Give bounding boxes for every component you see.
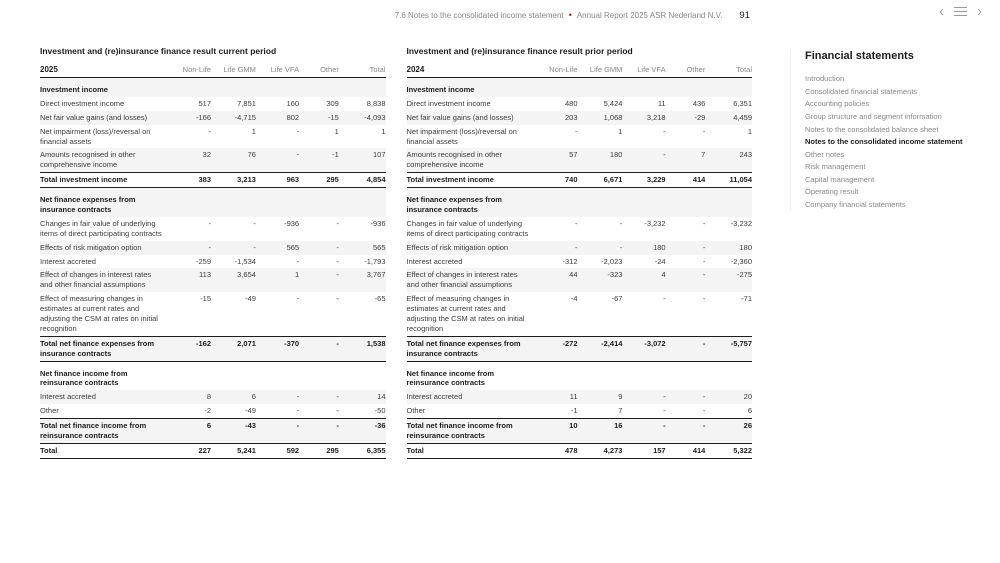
- cell-value: 11: [569, 392, 578, 402]
- cell-value: 802: [286, 112, 300, 122]
- cell-value: -2,414: [578, 336, 623, 361]
- cell-value: -1: [570, 406, 578, 416]
- column-header: Life VFA: [256, 63, 299, 78]
- cell-value: -4: [570, 294, 578, 304]
- cell-value: -: [256, 419, 299, 444]
- cell-value: 9: [618, 392, 623, 402]
- breadcrumb-report: Annual Report 2025 ASR Nederland N.V.: [576, 11, 723, 20]
- cell-value: -: [296, 126, 300, 136]
- cell-value: -2: [204, 406, 212, 416]
- table-row: [407, 125, 753, 149]
- cell-value: -: [253, 218, 256, 228]
- cell-value: -: [299, 336, 339, 361]
- row-label: Net fair value gains (and losses): [40, 112, 148, 122]
- cell-value: 414: [666, 173, 706, 188]
- column-header: Non-Life: [168, 63, 211, 78]
- total-row: [40, 443, 386, 458]
- cell-value: [211, 78, 256, 97]
- cell-value: -: [208, 218, 212, 228]
- cell-value: -: [336, 270, 339, 280]
- row-label: Total: [407, 443, 535, 458]
- cell-value: -: [336, 294, 339, 304]
- sidebar-item-accounting-policies[interactable]: Accounting policies: [805, 99, 870, 109]
- cell-value: 11,054: [705, 173, 752, 188]
- cell-value: -: [702, 126, 706, 136]
- cell-value: 963: [256, 173, 299, 188]
- cell-value: [168, 78, 211, 97]
- cell-value: 14: [377, 392, 386, 402]
- cell-value: -162: [168, 336, 211, 361]
- page-number: 91: [739, 10, 750, 21]
- row-label: Total: [40, 443, 168, 458]
- row-label: Changes in fair value of underlying items of direct participating contracts: [40, 218, 162, 238]
- column-header: Life VFA: [622, 63, 665, 78]
- cell-value: -: [666, 336, 706, 361]
- cell-value: -: [336, 242, 339, 252]
- cell-value: 32: [202, 150, 212, 160]
- financial-table: [40, 63, 386, 459]
- cell-value: -: [663, 392, 666, 402]
- cell-value: -370: [256, 336, 299, 361]
- cell-value: -49: [245, 294, 256, 304]
- cell-value: 26: [705, 419, 752, 444]
- cell-value: [622, 361, 665, 390]
- cell-value: 180: [739, 242, 752, 252]
- cell-value: -: [575, 126, 578, 136]
- cell-value: [299, 78, 339, 97]
- cell-value: -3,232: [730, 218, 752, 228]
- row-label: Total net finance expenses from insurance contracts: [40, 336, 168, 361]
- cell-value: -: [296, 150, 300, 160]
- cell-value: 10: [534, 419, 577, 444]
- row-label: Net finance income from reinsurance contracts: [406, 368, 495, 388]
- cell-value: 1: [294, 270, 300, 280]
- cell-value: 7,851: [237, 98, 256, 108]
- cell-value: -: [666, 419, 706, 444]
- cell-value: [666, 361, 706, 390]
- cell-value: 1: [251, 126, 256, 136]
- cell-value: -15: [327, 112, 339, 122]
- cell-value: 160: [286, 98, 300, 108]
- row-label: Investment income: [406, 85, 475, 94]
- table-row: [40, 404, 386, 418]
- row-label: Effect of measuring changes in estimates at current rates and adjusting the CSM at rates on initial recognition: [406, 294, 525, 333]
- cell-value: 740: [534, 173, 577, 188]
- sidebar-title: Financial statements: [805, 50, 914, 62]
- cell-value: -936: [284, 218, 300, 228]
- cell-value: 8: [206, 392, 212, 402]
- cell-value: -259: [196, 256, 212, 266]
- cell-value: 565: [372, 242, 386, 252]
- row-label: Amounts recognised in other comprehensive income: [406, 150, 502, 170]
- table-row: [407, 97, 753, 111]
- cell-value: 1: [618, 126, 623, 136]
- cell-value: [211, 188, 256, 217]
- cell-value: -24: [654, 256, 666, 266]
- cell-value: [578, 78, 623, 97]
- cell-value: -49: [245, 406, 256, 416]
- cell-value: 6,671: [578, 173, 623, 188]
- cell-value: 6,355: [339, 443, 386, 458]
- cell-value: -323: [607, 270, 623, 280]
- total-row: [40, 419, 386, 444]
- cell-value: 6: [747, 406, 752, 416]
- cell-value: 414: [666, 443, 706, 458]
- row-label: Total net finance income from reinsurance contracts: [40, 419, 168, 444]
- cell-value: [666, 188, 706, 217]
- cell-value: -936: [370, 218, 386, 228]
- section-header-row: [40, 78, 386, 97]
- cell-value: -: [296, 294, 300, 304]
- column-header: Life GMM: [211, 63, 256, 78]
- sidebar-nav-list: [805, 73, 990, 211]
- cell-value: 5,424: [603, 98, 623, 108]
- table-row: [407, 390, 753, 404]
- cell-value: -2,360: [730, 256, 752, 266]
- table-row: [407, 217, 753, 241]
- cell-value: 8,838: [366, 98, 386, 108]
- tables-container: [40, 46, 752, 459]
- cell-value: -: [702, 406, 706, 416]
- cell-value: [534, 361, 577, 390]
- row-label: Net impairment (loss)/reversal on financial assets: [406, 126, 517, 146]
- cell-value: 3,213: [211, 173, 256, 188]
- total-row: [40, 336, 386, 361]
- cell-value: 309: [326, 98, 339, 108]
- table-row: [407, 292, 753, 336]
- row-label: Interest accreted: [40, 256, 96, 266]
- cell-value: [705, 361, 752, 390]
- cell-value: 1,538: [339, 336, 386, 361]
- cell-value: 4,459: [733, 112, 752, 122]
- next-page-icon[interactable]: ›: [977, 3, 982, 20]
- breadcrumb-section: 7.6 Notes to the consolidated income statement: [394, 11, 564, 20]
- column-header: Total: [705, 63, 752, 78]
- row-label: Interest accreted: [406, 392, 463, 402]
- cell-value: -: [299, 419, 339, 444]
- cell-value: 478: [534, 443, 577, 458]
- hamburger-menu-icon[interactable]: [954, 7, 967, 16]
- cell-value: -: [663, 126, 666, 136]
- cell-value: 180: [609, 150, 623, 160]
- prev-page-icon[interactable]: ‹: [939, 3, 944, 20]
- row-label: Total investment income: [40, 173, 168, 188]
- sidebar-item-introduction[interactable]: Introduction: [805, 74, 845, 84]
- cell-value: [256, 188, 299, 217]
- cell-value: 6,351: [733, 98, 752, 108]
- cell-value: -: [296, 256, 300, 266]
- cell-value: 3,218: [646, 112, 666, 122]
- table-row: [40, 217, 386, 241]
- table-row: [407, 241, 753, 255]
- cell-value: -1,534: [234, 256, 256, 266]
- cell-value: 227: [168, 443, 211, 458]
- cell-value: -43: [211, 419, 256, 444]
- row-label: Net finance expenses from insurance contracts: [406, 195, 502, 215]
- year-header: 2025: [40, 63, 168, 78]
- cell-value: 6: [168, 419, 211, 444]
- table-row: [407, 268, 753, 292]
- cell-value: 1: [381, 126, 386, 136]
- row-label: Investment income: [40, 85, 108, 94]
- cell-value: -: [702, 218, 706, 228]
- row-label: Net fair value gains (and losses): [406, 112, 514, 122]
- cell-value: [622, 78, 665, 97]
- table-row: [407, 111, 753, 125]
- cell-value: -: [702, 270, 706, 280]
- cell-value: 592: [256, 443, 299, 458]
- table-row: [40, 255, 386, 269]
- cell-value: -: [702, 392, 706, 402]
- row-label: Effect of changes in interest rates and other financial assumptions: [406, 270, 518, 290]
- cell-value: 44: [569, 270, 578, 280]
- cell-value: -: [253, 242, 256, 252]
- bullet-separator: •: [568, 10, 572, 20]
- cell-value: [339, 361, 386, 390]
- sidebar-item-group-structure-and-segment-information[interactable]: Group structure and segment information: [805, 111, 942, 121]
- column-header: Non-Life: [534, 63, 577, 78]
- cell-value: 5,241: [211, 443, 256, 458]
- cell-value: -275: [736, 270, 752, 280]
- cell-value: 203: [565, 112, 578, 122]
- row-label: Interest accreted: [406, 256, 463, 266]
- total-row: [407, 443, 753, 458]
- cell-value: -: [296, 392, 300, 402]
- cell-value: -: [336, 392, 339, 402]
- cell-value: -: [702, 242, 706, 252]
- sidebar-item-notes-to-the-consolidated-balance-sheet[interactable]: Notes to the consolidated balance sheet: [805, 124, 939, 134]
- cell-value: 20: [743, 392, 752, 402]
- cell-value: -3,072: [622, 336, 665, 361]
- cell-value: -: [702, 256, 706, 266]
- cell-value: [168, 361, 211, 390]
- topbar: [0, 0, 1000, 30]
- cell-value: 3,229: [622, 173, 665, 188]
- cell-value: -29: [694, 112, 706, 122]
- table-row: [40, 125, 386, 149]
- cell-value: 11: [657, 98, 666, 108]
- cell-value: -50: [374, 406, 386, 416]
- cell-value: 1,068: [603, 112, 623, 122]
- row-label: Total investment income: [407, 173, 535, 188]
- cell-value: 57: [569, 150, 578, 160]
- cell-value: 4,273: [578, 443, 623, 458]
- cell-value: [578, 361, 623, 390]
- financial-statements-sidebar: [790, 50, 990, 211]
- financial-table: [407, 63, 753, 459]
- row-label: Other: [406, 406, 426, 416]
- cell-value: [299, 188, 339, 217]
- row-label: Net finance income from reinsurance contracts: [40, 368, 128, 388]
- cell-value: 107: [372, 150, 386, 160]
- total-row: [407, 419, 753, 444]
- table-row: [40, 390, 386, 404]
- row-label: Other: [40, 406, 59, 416]
- row-label: Direct investment income: [406, 98, 491, 108]
- row-label: Total net finance income from reinsurance contracts: [407, 419, 535, 444]
- cell-value: [578, 188, 623, 217]
- table-row: [40, 241, 386, 255]
- column-header: Life GMM: [578, 63, 623, 78]
- cell-value: 76: [247, 150, 256, 160]
- cell-value: [299, 361, 339, 390]
- cell-value: -: [208, 126, 212, 136]
- table-row: [40, 148, 386, 172]
- section-header-row: [40, 361, 386, 390]
- cell-value: [705, 78, 752, 97]
- row-label: Net finance expenses from insurance contracts: [40, 195, 136, 215]
- cell-value: -: [622, 419, 665, 444]
- cell-value: [256, 361, 299, 390]
- year-header: 2024: [407, 63, 535, 78]
- section-header-row: [407, 78, 753, 97]
- table-row: [40, 111, 386, 125]
- section-header-row: [407, 361, 753, 390]
- column-header: Other: [299, 63, 339, 78]
- cell-value: 16: [578, 419, 623, 444]
- total-row: [40, 173, 386, 188]
- cell-value: -: [663, 150, 666, 160]
- cell-value: -65: [374, 294, 386, 304]
- sidebar-item-consolidated-financial-statements[interactable]: Consolidated financial statements: [805, 86, 918, 96]
- table-row: [407, 255, 753, 269]
- cell-value: -4,715: [234, 112, 256, 122]
- header-row: [40, 63, 386, 78]
- cell-value: -: [575, 218, 578, 228]
- sidebar-item-notes-to-the-consolidated-income-statement[interactable]: Notes to the consolidated income statement: [805, 137, 963, 147]
- cell-value: 4,854: [339, 173, 386, 188]
- cell-value: -: [619, 242, 623, 252]
- cell-value: 243: [739, 150, 752, 160]
- sidebar-item-capital-management[interactable]: Capital management: [805, 174, 875, 184]
- cell-value: [168, 188, 211, 217]
- total-row: [407, 336, 753, 361]
- row-label: Total net finance expenses from insurance contracts: [407, 336, 535, 361]
- cell-value: -: [336, 406, 339, 416]
- cell-value: 7: [701, 150, 706, 160]
- cell-value: -1,793: [364, 256, 386, 266]
- cell-value: -312: [562, 256, 578, 266]
- row-label: Effect of measuring changes in estimates at current rates and adjusting the CSM at rates on initial recognition: [40, 294, 158, 333]
- row-label: Changes in fair value of underlying items of direct participating contracts: [406, 218, 529, 238]
- cell-value: 480: [565, 98, 578, 108]
- cell-value: -166: [196, 112, 212, 122]
- cell-value: 6: [251, 392, 256, 402]
- cell-value: -: [336, 256, 339, 266]
- row-label: Direct investment income: [40, 98, 125, 108]
- cell-value: 4: [661, 270, 666, 280]
- cell-value: [339, 188, 386, 217]
- current-period-table: [40, 46, 386, 459]
- column-header: Other: [666, 63, 706, 78]
- cell-value: 5,322: [705, 443, 752, 458]
- sidebar-item-operating-result[interactable]: Operating result: [805, 187, 859, 197]
- cell-value: -15: [200, 294, 212, 304]
- viewer-controls: [939, 5, 982, 18]
- cell-value: 2,071: [211, 336, 256, 361]
- table-title: Investment and (re)insurance finance result current period: [40, 46, 277, 56]
- cell-value: 7: [618, 406, 623, 416]
- cell-value: [666, 78, 706, 97]
- prior-period-table: [407, 46, 753, 459]
- cell-value: -4,093: [364, 112, 386, 122]
- table-row: [407, 404, 753, 418]
- row-label: Amounts recognised in other comprehensive income: [40, 150, 136, 170]
- cell-value: -: [619, 218, 623, 228]
- cell-value: 157: [622, 443, 665, 458]
- cell-value: 113: [199, 270, 212, 280]
- cell-value: -3,232: [644, 218, 666, 228]
- row-label: Effects of risk mitigation option: [406, 242, 509, 252]
- cell-value: -272: [534, 336, 577, 361]
- total-row: [407, 173, 753, 188]
- cell-value: -36: [339, 419, 386, 444]
- cell-value: 1: [334, 126, 339, 136]
- cell-value: 517: [198, 98, 212, 108]
- cell-value: [211, 361, 256, 390]
- cell-value: -: [663, 294, 666, 304]
- cell-value: [534, 78, 577, 97]
- table-row: [40, 97, 386, 111]
- cell-value: 180: [653, 242, 666, 252]
- column-header: Total: [339, 63, 386, 78]
- section-header-row: [40, 188, 386, 217]
- table-row: [40, 268, 386, 292]
- section-header-row: [407, 188, 753, 217]
- sidebar-item-company-financial-statements[interactable]: Company financial statements: [805, 199, 906, 209]
- cell-value: [339, 78, 386, 97]
- sidebar-item-other-notes[interactable]: Other notes: [805, 149, 845, 159]
- cell-value: [534, 188, 577, 217]
- cell-value: -67: [611, 294, 623, 304]
- table-row: [40, 292, 386, 336]
- cell-value: -: [702, 294, 706, 304]
- cell-value: 3,767: [366, 270, 386, 280]
- cell-value: 1: [747, 126, 752, 136]
- cell-value: 3,654: [237, 270, 256, 280]
- cell-value: -71: [741, 294, 752, 304]
- cell-value: 295: [299, 173, 339, 188]
- row-label: Net impairment (loss)/reversal on financial assets: [40, 126, 151, 146]
- cell-value: 565: [286, 242, 300, 252]
- cell-value: -: [296, 406, 300, 416]
- cell-value: -2,023: [601, 256, 623, 266]
- cell-value: -: [336, 218, 339, 228]
- cell-value: -1: [332, 150, 339, 160]
- sidebar-item-risk-management[interactable]: Risk management: [805, 162, 866, 172]
- breadcrumb: [395, 10, 750, 21]
- cell-value: [622, 188, 665, 217]
- cell-value: [705, 188, 752, 217]
- cell-value: 436: [692, 98, 706, 108]
- cell-value: [256, 78, 299, 97]
- header-row: [407, 63, 753, 78]
- cell-value: 295: [299, 443, 339, 458]
- cell-value: -: [663, 406, 666, 416]
- cell-value: 383: [168, 173, 211, 188]
- cell-value: -5,757: [705, 336, 752, 361]
- row-label: Effect of changes in interest rates and other financial assumptions: [40, 270, 152, 290]
- table-title: Investment and (re)insurance finance result prior period: [406, 46, 633, 56]
- cell-value: -: [208, 242, 212, 252]
- table-row: [407, 148, 753, 172]
- row-label: Effects of risk mitigation option: [40, 242, 142, 252]
- row-label: Interest accreted: [40, 392, 96, 402]
- cell-value: -: [575, 242, 578, 252]
